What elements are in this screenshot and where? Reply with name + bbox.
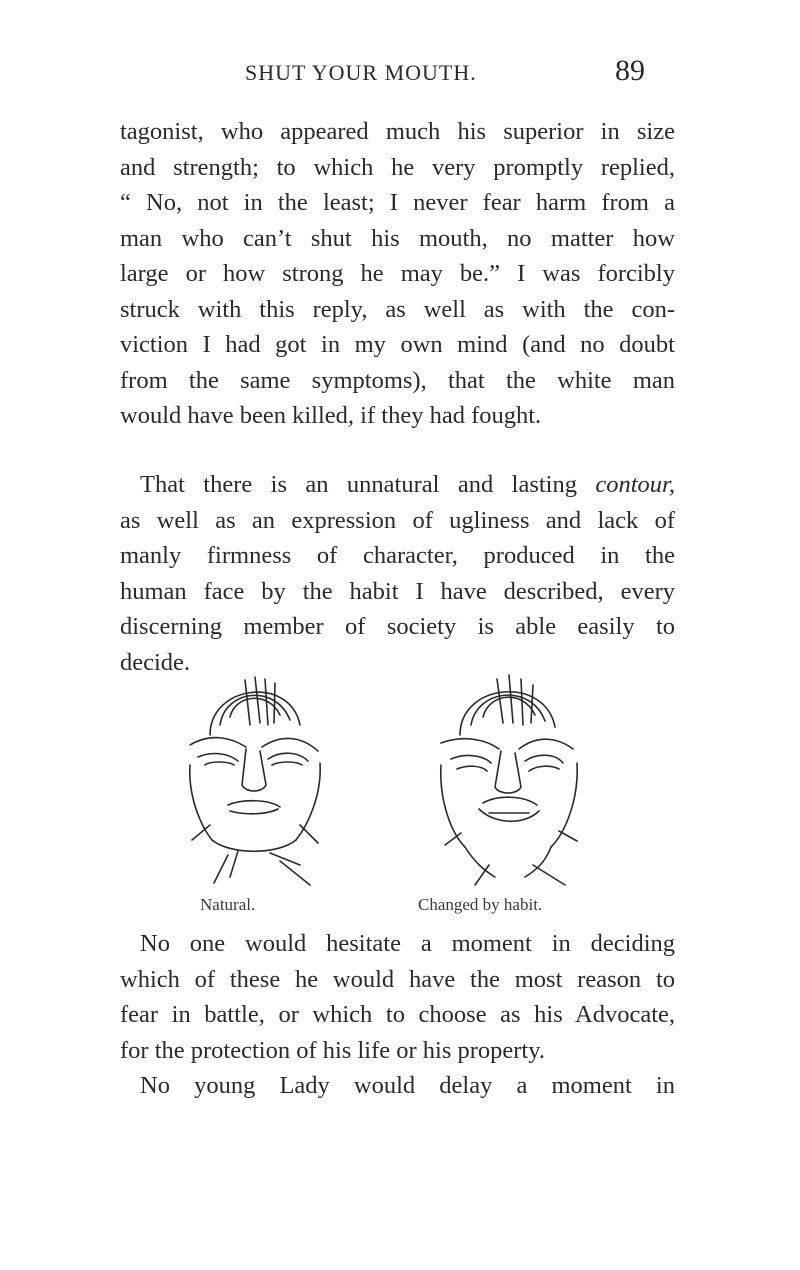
page-number: 89: [615, 54, 645, 87]
caption-natural: Natural.: [200, 895, 256, 914]
paragraph-3: [120, 926, 675, 1104]
text-line: from the same symptoms), that the white man: [120, 366, 675, 394]
paragraph-1: [120, 114, 675, 434]
running-title: SHUT YOUR MOUTH.: [245, 60, 477, 85]
text-line: fear in battle, or which to choose as his Advocate,: [120, 1001, 675, 1028]
text-line: man who can’t shut his mouth, no matter how: [120, 224, 675, 252]
italic-word: contour,: [595, 471, 675, 498]
figure-faces: [140, 665, 680, 914]
text-line: manly firmness of character, produced in the: [120, 542, 675, 569]
text-line: struck with this reply, as well as with the con-: [120, 295, 675, 323]
changed-face-illustration: [405, 665, 605, 887]
paragraph-2: [120, 467, 675, 680]
text-line: discerning member of society is able easily to: [120, 613, 675, 640]
running-head: [245, 54, 665, 100]
text-line: “ No, not in the least; I never fear harm from a: [120, 189, 675, 216]
text-line: No one would hesitate a moment in deciding: [140, 930, 675, 957]
text-line: which of these he would have the most reason to: [120, 965, 675, 993]
text-line: would have been killed, if they had fought.: [120, 402, 542, 429]
text-line: large or how strong he may be.” I was forcibly: [120, 260, 675, 287]
text-line: as well as an expression of ugliness and lack of: [120, 506, 675, 534]
text-line: decide.: [120, 648, 191, 676]
natural-face-illustration: [150, 665, 350, 887]
text-line: No young Lady would delay a moment in: [140, 1072, 675, 1099]
text-line: viction I had got in my own mind (and no doubt: [120, 331, 675, 358]
text-line: human face by the habit I have described, every: [120, 577, 675, 605]
text-line: and strength; to which he very promptly replied,: [120, 153, 675, 181]
caption-changed: Changed by habit.: [418, 895, 543, 914]
text-run: That there is an unnatural and lasting: [140, 471, 596, 498]
text-line: [120, 467, 675, 503]
text-line: for the protection of his life or his property.: [120, 1036, 546, 1064]
text-line: tagonist, who appeared much his superior in size: [120, 118, 675, 145]
